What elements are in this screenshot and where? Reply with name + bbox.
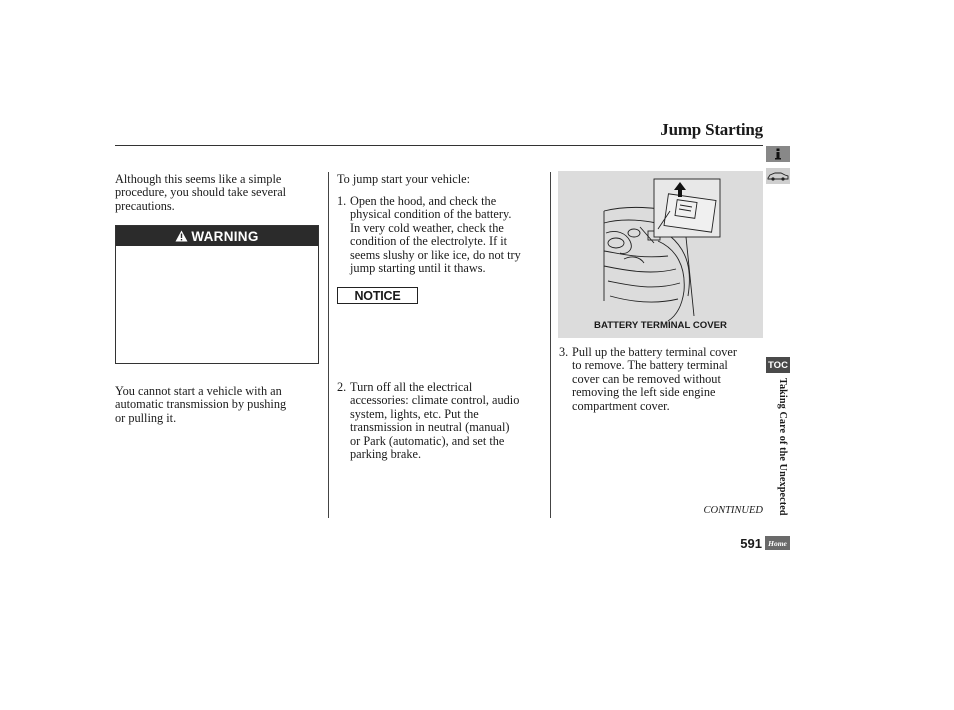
page-title: Jump Starting <box>660 120 763 139</box>
step-2: 2. Turn off all the electrical accessories: climate control, audio system, lights, etc. Put the transmission in neutral (manual) or Park (automatic), and set the parking brake. <box>337 380 520 462</box>
col2-intro: To jump start your vehicle: <box>337 172 471 186</box>
info-tab[interactable] <box>766 146 790 162</box>
battery-figure <box>558 171 763 338</box>
car-icon <box>766 168 790 184</box>
warning-box <box>115 225 319 364</box>
figure-caption: BATTERY TERMINAL COVER <box>594 320 727 331</box>
warning-label: WARNING <box>191 228 259 244</box>
column-divider-2 <box>550 172 551 518</box>
intro-paragraph: Although this seems like a simple procedure, you should take several precautions. <box>115 172 287 213</box>
page-number: 591 <box>740 536 762 551</box>
step-3: 3. Pull up the battery terminal cover to remove. The battery terminal cover can be removed without removing the left side engine compartment cover. <box>559 345 737 413</box>
continued-label: CONTINUED <box>703 505 763 516</box>
section-label[interactable]: Taking Care of the Unexpected <box>777 378 788 516</box>
column-divider-1 <box>328 172 329 518</box>
home-button[interactable]: Home <box>765 536 790 550</box>
notice-box: NOTICE <box>337 287 418 304</box>
warning-header <box>116 226 318 246</box>
battery-illustration <box>558 171 763 338</box>
vehicle-tab[interactable] <box>766 168 790 184</box>
warning-triangle-icon <box>175 230 188 242</box>
step-1: 1. Open the hood, and check the physical condition of the battery. In very cold weather, check the condition of the electrolyte. If it seems slushy or like ice, do not try jump starting until it thaws. <box>337 194 521 276</box>
info-icon <box>766 146 790 162</box>
push-start-paragraph: You cannot start a vehicle with an automatic transmission by pushing or pulling it. <box>115 384 287 425</box>
header-rule <box>115 145 763 146</box>
toc-button[interactable]: TOC <box>766 357 790 373</box>
